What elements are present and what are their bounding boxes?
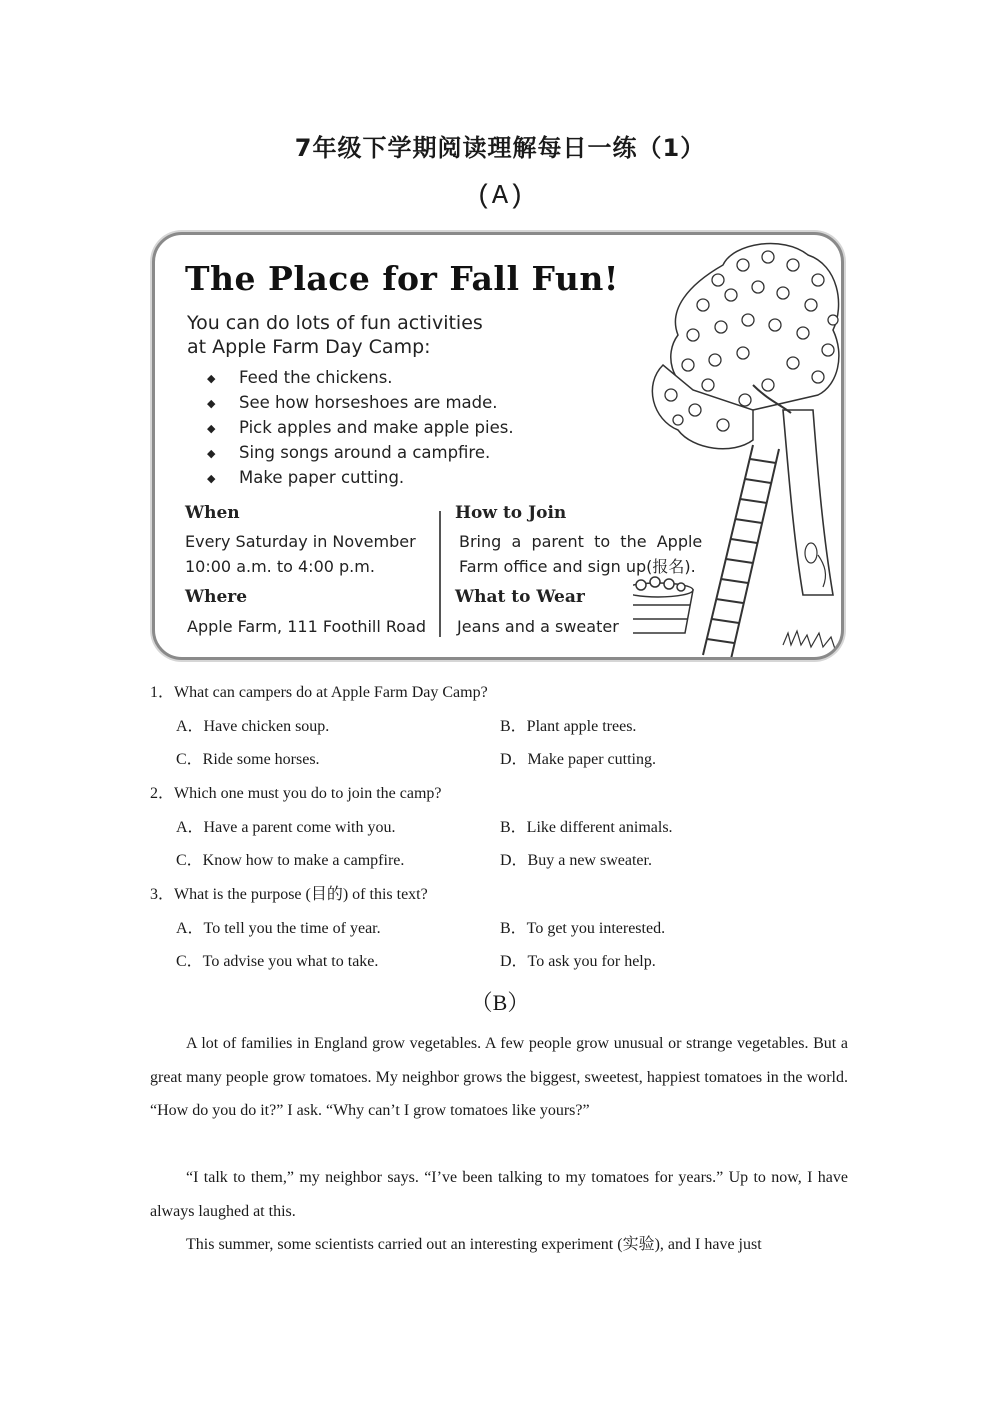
poster-intro-line: at Apple Farm Day Camp: — [187, 336, 431, 358]
question-stem: 2．Which one must you do to join the camp? — [150, 785, 442, 802]
join-line: Farm office and sign up(报名). — [459, 557, 696, 576]
answer-option: D．Buy a new sweater. — [500, 852, 652, 869]
activity-text: See how horseshoes are made. — [239, 393, 498, 412]
wear-heading: What to Wear — [455, 587, 585, 607]
activity-item — [207, 465, 514, 490]
poster-intro-line: You can do lots of fun activities — [187, 312, 483, 334]
camp-poster — [152, 232, 844, 660]
poster-divider — [439, 511, 441, 637]
where-address: Apple Farm, 111 Foothill Road — [187, 617, 427, 636]
join-heading: How to Join — [455, 503, 567, 523]
answer-option: C．To advise you what to take. — [176, 953, 379, 970]
answer-option: D．Make paper cutting. — [500, 751, 656, 768]
diamond-bullet-icon: ◆ — [207, 372, 216, 385]
answer-option: C．Know how to make a campfire. — [176, 852, 405, 869]
section-b-label: （B） — [470, 990, 530, 1015]
join-line: Bring a parent to the Apple — [459, 532, 703, 551]
diamond-bullet-icon: ◆ — [207, 472, 216, 485]
answer-option: D．To ask you for help. — [500, 953, 656, 970]
answer-option: C．Ride some horses. — [176, 751, 320, 768]
activity-item — [207, 365, 514, 390]
activity-item — [207, 440, 514, 465]
activity-text: Feed the chickens. — [239, 368, 393, 387]
page-title: 7年级下学期阅读理解每日一练（1） — [294, 134, 706, 162]
answer-option: A．Have chicken soup. — [176, 718, 330, 735]
poster-title: The Place for Fall Fun! — [185, 259, 619, 298]
activity-item — [207, 390, 514, 415]
section-a-label: (A) — [475, 182, 525, 212]
answer-option: B．Like different animals. — [500, 819, 673, 836]
wear-text: Jeans and a sweater — [457, 617, 619, 636]
activity-list — [207, 365, 514, 490]
apple-tree-icon — [633, 235, 844, 660]
answer-option: A．To tell you the time of year. — [176, 920, 381, 937]
answer-option: A．Have a parent come with you. — [176, 819, 396, 836]
diamond-bullet-icon: ◆ — [207, 447, 216, 460]
activity-item — [207, 415, 514, 440]
when-days: Every Saturday in November — [185, 532, 416, 551]
diamond-bullet-icon: ◆ — [207, 422, 216, 435]
answer-option: B．To get you interested. — [500, 920, 666, 937]
activity-text: Make paper cutting. — [239, 468, 405, 487]
passage-paragraph: This summer, some scientists carried out an interesting experiment (实验), and I have just — [186, 1236, 762, 1253]
where-heading: Where — [185, 587, 248, 607]
when-hours: 10:00 a.m. to 4:00 p.m. — [185, 557, 375, 576]
question-stem: 3．What is the purpose (目的) of this text? — [150, 886, 428, 903]
answer-option: B．Plant apple trees. — [500, 718, 637, 735]
poster-intro — [187, 311, 483, 359]
activity-text: Sing songs around a campfire. — [239, 443, 491, 462]
passage-paragraph: “I talk to them,” my neighbor says. “I’ve been talking to my tomatoes for years.” Up to now, I have always laughed at this. — [150, 1169, 848, 1220]
diamond-bullet-icon: ◆ — [207, 397, 216, 410]
apple-tree-illustration — [633, 235, 844, 660]
passage-paragraph: A lot of families in England grow vegetables. A few people grow unusual or strange vegetables. But a great many people grow tomatoes. My neighbor grows the biggest, sweetest, happiest tomatoes in the world. “How do you do it?” I ask. “Why can’t I grow tomatoes like yours?” — [150, 1035, 848, 1119]
activity-text: Pick apples and make apple pies. — [239, 418, 514, 437]
question-stem: 1．What can campers do at Apple Farm Day Camp? — [150, 684, 488, 701]
when-heading: When — [185, 503, 240, 523]
